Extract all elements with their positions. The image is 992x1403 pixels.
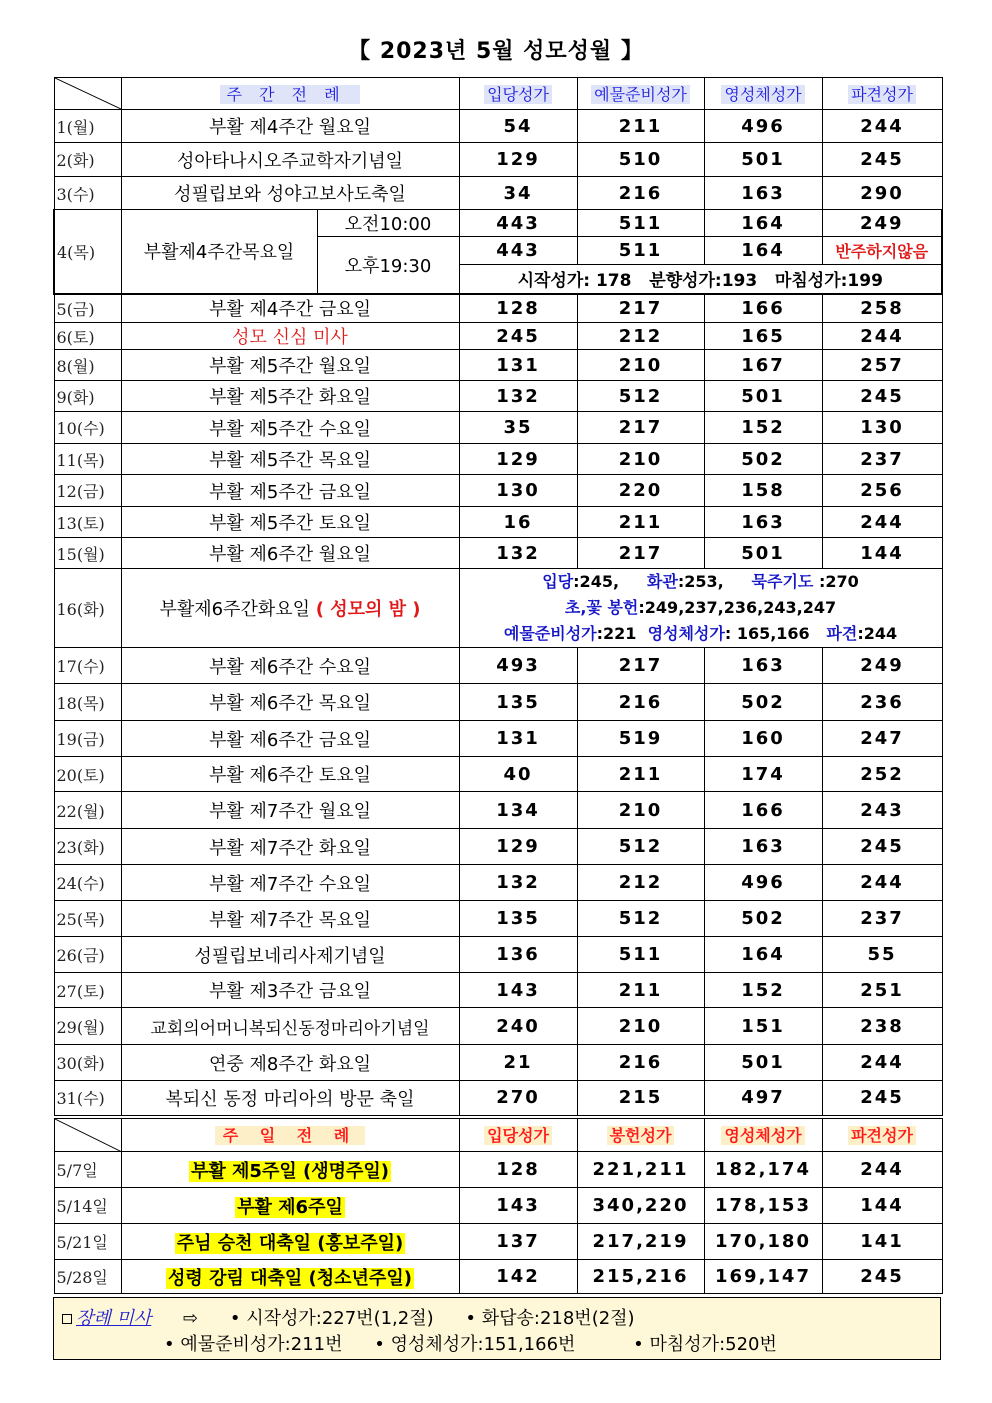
liturgy-cell: 부활 제6주일 bbox=[121, 1188, 459, 1224]
sunday-row bbox=[54, 1224, 942, 1260]
communion-cell: 163 bbox=[704, 648, 822, 684]
dismissal-cell: 245 bbox=[822, 1081, 942, 1117]
header-dismissal: 파견성가 bbox=[822, 1117, 942, 1152]
entrance-cell: 245 bbox=[459, 323, 577, 350]
date-cell: 18(목) bbox=[54, 684, 121, 721]
date-cell: 30(화) bbox=[54, 1045, 121, 1081]
offertory-cell: 512 bbox=[577, 901, 704, 937]
offertory-cell: 217 bbox=[577, 294, 704, 323]
entrance-cell: 143 bbox=[459, 973, 577, 1008]
footer-line-2 bbox=[164, 1330, 777, 1356]
date-cell: 13(토) bbox=[54, 507, 121, 538]
date-cell: 17(수) bbox=[54, 648, 121, 684]
date-cell: 20(토) bbox=[54, 757, 121, 792]
entrance-cell: 35 bbox=[459, 412, 577, 444]
dismissal-cell: 244 bbox=[822, 507, 942, 538]
hymns-line-1 bbox=[460, 569, 942, 595]
offertory-cell: 212 bbox=[577, 323, 704, 350]
communion-cell: 174 bbox=[704, 757, 822, 792]
offertory-cell: 211 bbox=[577, 110, 704, 143]
table-row-thursday-morning bbox=[54, 210, 942, 237]
communion-cell: 158 bbox=[704, 475, 822, 507]
dismissal-cell: 245 bbox=[822, 143, 942, 177]
entrance-cell: 142 bbox=[459, 1260, 577, 1294]
offertory-cell: 216 bbox=[577, 684, 704, 721]
table-row bbox=[54, 177, 942, 210]
liturgy-cell: 부활제4주간목요일 bbox=[121, 210, 317, 294]
header-entrance: 입당성가 bbox=[459, 1117, 577, 1152]
table-row bbox=[54, 143, 942, 177]
dismissal-cell: 55 bbox=[822, 937, 942, 973]
liturgy-cell: 부활 제5주간 수요일 bbox=[121, 412, 459, 444]
label-entrance: 입당 bbox=[542, 572, 574, 591]
extra-hymns-note: 시작성가: 178 분향성가:193 마침성가:199 bbox=[459, 265, 942, 294]
date-cell: 5(금) bbox=[54, 294, 121, 323]
liturgy-cell: 주님 승천 대축일 (홍보주일) bbox=[121, 1224, 459, 1260]
entrance-cell: 130 bbox=[459, 475, 577, 507]
communion-cell: 160 bbox=[704, 721, 822, 757]
liturgy-cell: 부활 제7주간 화요일 bbox=[121, 829, 459, 865]
entrance-cell: 137 bbox=[459, 1224, 577, 1260]
table-row bbox=[54, 937, 942, 973]
communion-cell: 178,153 bbox=[704, 1188, 822, 1224]
responsorial-psalm: 화답송:218번(2절) bbox=[481, 1308, 635, 1329]
dismissal-cell: 244 bbox=[822, 323, 942, 350]
liturgy-cell: 부활 제6주간 수요일 bbox=[121, 648, 459, 684]
table-row bbox=[54, 684, 942, 721]
communion-cell: 164 bbox=[704, 237, 822, 265]
liturgy-cell: 부활 제6주간 토요일 bbox=[121, 757, 459, 792]
liturgy-name: 부활제6주간화요일 bbox=[159, 599, 310, 620]
liturgy-cell: 성필립보네리사제기념일 bbox=[121, 937, 459, 973]
table-row bbox=[54, 973, 942, 1008]
offertory-cell: 217 bbox=[577, 648, 704, 684]
offertory-cell: 215 bbox=[577, 1081, 704, 1117]
date-cell: 11(목) bbox=[54, 444, 121, 475]
table-row bbox=[54, 792, 942, 829]
dismissal-cell: 245 bbox=[822, 381, 942, 412]
table-row bbox=[54, 829, 942, 865]
communion-cell: 152 bbox=[704, 973, 822, 1008]
communion-hymn: 영성체성가:151,166번 bbox=[390, 1334, 576, 1355]
sunday-row bbox=[54, 1188, 942, 1224]
bullet-icon: • bbox=[465, 1308, 476, 1329]
entrance-cell: 135 bbox=[459, 684, 577, 721]
date-cell: 24(수) bbox=[54, 865, 121, 901]
offertory-cell: 512 bbox=[577, 829, 704, 865]
dismissal-cell: 245 bbox=[822, 1260, 942, 1294]
weekday-header-row bbox=[54, 78, 942, 110]
dismissal-cell: 256 bbox=[822, 475, 942, 507]
closing-hymn: 마침성가:520번 bbox=[649, 1334, 777, 1355]
offertory-cell: 217 bbox=[577, 538, 704, 569]
liturgy-cell: 부활 제5주간 월요일 bbox=[121, 350, 459, 381]
liturgy-cell: 부활 제3주간 금요일 bbox=[121, 973, 459, 1008]
communion-cell: 165 bbox=[704, 323, 822, 350]
offertory-cell: 216 bbox=[577, 1045, 704, 1081]
offering-cell: 221,211 bbox=[577, 1152, 704, 1188]
dismissal-cell: 237 bbox=[822, 901, 942, 937]
table-row bbox=[54, 412, 942, 444]
arrow-right-icon: ⇨ bbox=[183, 1308, 199, 1329]
dismissal-cell: 237 bbox=[822, 444, 942, 475]
header-offering: 봉헌성가 bbox=[577, 1117, 704, 1152]
entrance-cell: 129 bbox=[459, 444, 577, 475]
bullet-icon: • bbox=[374, 1334, 385, 1355]
funeral-mass-note bbox=[53, 1297, 941, 1360]
date-cell: 1(월) bbox=[54, 110, 121, 143]
communion-cell: 164 bbox=[704, 210, 822, 237]
liturgy-cell-marian-mass: 성모 신심 미사 bbox=[121, 323, 459, 350]
offering-cell: 340,220 bbox=[577, 1188, 704, 1224]
diagonal-line-icon bbox=[55, 78, 121, 109]
table-row bbox=[54, 110, 942, 143]
table-row bbox=[54, 1081, 942, 1117]
table-row bbox=[54, 538, 942, 569]
date-cell: 19(금) bbox=[54, 721, 121, 757]
header-liturgy: 주 간 전 례 bbox=[121, 78, 459, 110]
offertory-cell: 211 bbox=[577, 973, 704, 1008]
dismissal-cell: 244 bbox=[822, 1152, 942, 1188]
table-row bbox=[54, 865, 942, 901]
date-cell: 5/14일 bbox=[54, 1188, 121, 1224]
entrance-cell: 40 bbox=[459, 757, 577, 792]
date-cell: 12(금) bbox=[54, 475, 121, 507]
table-row bbox=[54, 294, 942, 323]
dismissal-cell: 247 bbox=[822, 721, 942, 757]
liturgy-cell: 부활 제7주간 월요일 bbox=[121, 792, 459, 829]
communion-cell: 167 bbox=[704, 350, 822, 381]
entrance-cell: 132 bbox=[459, 538, 577, 569]
header-sunday-liturgy: 주 일 전 례 bbox=[121, 1117, 459, 1152]
entrance-cell: 34 bbox=[459, 177, 577, 210]
table-row bbox=[54, 350, 942, 381]
date-cell: 27(토) bbox=[54, 973, 121, 1008]
communion-cell: 501 bbox=[704, 381, 822, 412]
dismissal-cell: 249 bbox=[822, 210, 942, 237]
entrance-cell: 128 bbox=[459, 294, 577, 323]
sunday-row bbox=[54, 1152, 942, 1188]
entrance-cell: 129 bbox=[459, 829, 577, 865]
offertory-cell: 210 bbox=[577, 1008, 704, 1045]
dismissal-cell: 244 bbox=[822, 865, 942, 901]
communion-cell: 501 bbox=[704, 143, 822, 177]
entrance-cell: 270 bbox=[459, 1081, 577, 1117]
label-candle-flower: 초,꽃 봉헌 bbox=[564, 598, 639, 617]
dismissal-cell: 252 bbox=[822, 757, 942, 792]
hymns-line-2 bbox=[460, 595, 942, 621]
entrance-cell: 16 bbox=[459, 507, 577, 538]
value-offertory: :221 bbox=[596, 624, 637, 643]
table-row bbox=[54, 475, 942, 507]
communion-cell: 166 bbox=[704, 792, 822, 829]
entrance-cell: 493 bbox=[459, 648, 577, 684]
liturgy-cell: 성령 강림 대축일 (청소년주일) bbox=[121, 1260, 459, 1294]
entrance-cell: 135 bbox=[459, 901, 577, 937]
page-title: 【 2023년 5월 성모성월 】 bbox=[348, 39, 644, 64]
offertory-cell: 212 bbox=[577, 865, 704, 901]
bullet-icon: • bbox=[229, 1308, 241, 1329]
liturgy-cell: 성필립보와 성야고보사도축일 bbox=[121, 177, 459, 210]
communion-cell: 496 bbox=[704, 865, 822, 901]
communion-cell: 502 bbox=[704, 901, 822, 937]
value-entrance: :245, bbox=[573, 572, 620, 591]
table-row bbox=[54, 323, 942, 350]
dismissal-cell: 249 bbox=[822, 648, 942, 684]
diagonal-line-icon bbox=[55, 1119, 121, 1152]
offertory-cell: 510 bbox=[577, 143, 704, 177]
date-cell: 5/21일 bbox=[54, 1224, 121, 1260]
footer-line-1 bbox=[62, 1304, 635, 1330]
offertory-cell: 210 bbox=[577, 444, 704, 475]
date-cell: 29(월) bbox=[54, 1008, 121, 1045]
dismissal-cell: 257 bbox=[822, 350, 942, 381]
liturgy-cell: 부활 제5주간 토요일 bbox=[121, 507, 459, 538]
liturgy-cell: 부활 제6주간 금요일 bbox=[121, 721, 459, 757]
entrance-cell: 131 bbox=[459, 350, 577, 381]
dismissal-cell: 244 bbox=[822, 1045, 942, 1081]
liturgy-cell: 부활 제7주간 목요일 bbox=[121, 901, 459, 937]
corner-cell bbox=[54, 78, 121, 110]
value-candle-flower: :249,237,236,243,247 bbox=[638, 598, 837, 617]
communion-cell: 166 bbox=[704, 294, 822, 323]
communion-cell: 502 bbox=[704, 684, 822, 721]
communion-cell: 152 bbox=[704, 412, 822, 444]
liturgy-cell: 연중 제8주간 화요일 bbox=[121, 1045, 459, 1081]
communion-cell: 496 bbox=[704, 110, 822, 143]
liturgy-cell: 부활 제5주일 (생명주일) bbox=[121, 1152, 459, 1188]
offertory-cell: 211 bbox=[577, 507, 704, 538]
time-cell-morning: 오전10:00 bbox=[317, 210, 459, 237]
header-dismissal: 파견성가 bbox=[822, 78, 942, 110]
bullet-icon: • bbox=[633, 1334, 644, 1355]
communion-cell: 151 bbox=[704, 1008, 822, 1045]
value-crown: :253, bbox=[677, 572, 724, 591]
date-cell: 4(목) bbox=[54, 210, 121, 294]
communion-cell: 501 bbox=[704, 538, 822, 569]
offertory-cell: 211 bbox=[577, 757, 704, 792]
entrance-cell: 240 bbox=[459, 1008, 577, 1045]
table-row bbox=[54, 1008, 942, 1045]
dismissal-cell: 243 bbox=[822, 792, 942, 829]
liturgy-cell: 교회의어머니복되신동정마리아기념일 bbox=[121, 1008, 459, 1045]
value-rosary: :270 bbox=[818, 572, 859, 591]
marian-night-hymns bbox=[459, 569, 942, 648]
date-cell: 16(화) bbox=[54, 569, 121, 648]
bullet-icon: • bbox=[164, 1334, 175, 1355]
table-row bbox=[54, 381, 942, 412]
communion-cell: 163 bbox=[704, 829, 822, 865]
offertory-cell: 512 bbox=[577, 381, 704, 412]
entrance-cell: 136 bbox=[459, 937, 577, 973]
communion-cell: 170,180 bbox=[704, 1224, 822, 1260]
date-cell: 6(토) bbox=[54, 323, 121, 350]
liturgy-cell: 부활 제5주간 화요일 bbox=[121, 381, 459, 412]
communion-cell: 501 bbox=[704, 1045, 822, 1081]
offertory-cell: 210 bbox=[577, 792, 704, 829]
table-row bbox=[54, 757, 942, 792]
value-dismissal: :244 bbox=[857, 624, 898, 643]
offertory-cell: 217 bbox=[577, 412, 704, 444]
entrance-cell: 143 bbox=[459, 1188, 577, 1224]
liturgy-cell: 복되신 동정 마리아의 방문 축일 bbox=[121, 1081, 459, 1117]
dismissal-cell: 245 bbox=[822, 829, 942, 865]
funeral-mass-link[interactable]: 장례 미사 bbox=[76, 1308, 152, 1329]
entrance-cell: 132 bbox=[459, 381, 577, 412]
label-dismissal: 파견 bbox=[826, 624, 858, 643]
date-cell: 9(화) bbox=[54, 381, 121, 412]
liturgy-cell: 부활 제4주간 금요일 bbox=[121, 294, 459, 323]
communion-cell: 497 bbox=[704, 1081, 822, 1117]
liturgy-cell: 부활 제5주간 금요일 bbox=[121, 475, 459, 507]
liturgy-cell: 부활 제5주간 목요일 bbox=[121, 444, 459, 475]
date-cell: 26(금) bbox=[54, 937, 121, 973]
checkbox-square-icon bbox=[62, 1314, 72, 1324]
entrance-cell: 131 bbox=[459, 721, 577, 757]
opening-hymn: 시작성가:227번(1,2절) bbox=[246, 1308, 434, 1329]
offertory-cell: 216 bbox=[577, 177, 704, 210]
entrance-cell: 134 bbox=[459, 792, 577, 829]
entrance-cell: 21 bbox=[459, 1045, 577, 1081]
dismissal-cell: 238 bbox=[822, 1008, 942, 1045]
marian-night-label: ( 성모의 밤 ) bbox=[315, 599, 421, 620]
offering-cell: 215,216 bbox=[577, 1260, 704, 1294]
offertory-hymn: 예물준비성가:211번 bbox=[180, 1334, 343, 1355]
table-row bbox=[54, 507, 942, 538]
dismissal-cell: 290 bbox=[822, 177, 942, 210]
liturgy-cell: 부활 제4주간 월요일 bbox=[121, 110, 459, 143]
dismissal-cell: 130 bbox=[822, 412, 942, 444]
date-cell: 3(수) bbox=[54, 177, 121, 210]
liturgy-cell bbox=[121, 569, 459, 648]
table-row-marian-night bbox=[54, 569, 942, 648]
date-cell: 5/28일 bbox=[54, 1260, 121, 1294]
dismissal-cell: 144 bbox=[822, 538, 942, 569]
entrance-cell: 443 bbox=[459, 237, 577, 265]
dismissal-cell: 251 bbox=[822, 973, 942, 1008]
label-crown: 화관 bbox=[646, 572, 678, 591]
corner-cell bbox=[54, 1117, 121, 1152]
communion-cell: 163 bbox=[704, 507, 822, 538]
offertory-cell: 511 bbox=[577, 210, 704, 237]
sunday-row bbox=[54, 1260, 942, 1294]
date-cell: 25(목) bbox=[54, 901, 121, 937]
hymns-line-3 bbox=[460, 621, 942, 647]
table-row bbox=[54, 444, 942, 475]
header-entrance: 입당성가 bbox=[459, 78, 577, 110]
time-cell-evening: 오후19:30 bbox=[317, 237, 459, 294]
offertory-cell: 511 bbox=[577, 937, 704, 973]
liturgy-cell: 부활 제6주간 월요일 bbox=[121, 538, 459, 569]
date-cell: 15(월) bbox=[54, 538, 121, 569]
offertory-cell: 210 bbox=[577, 350, 704, 381]
dismissal-cell: 244 bbox=[822, 110, 942, 143]
offertory-cell: 519 bbox=[577, 721, 704, 757]
liturgy-cell: 부활 제6주간 목요일 bbox=[121, 684, 459, 721]
date-cell: 5/7일 bbox=[54, 1152, 121, 1188]
sunday-header-row bbox=[54, 1117, 942, 1152]
communion-cell: 169,147 bbox=[704, 1260, 822, 1294]
entrance-cell: 129 bbox=[459, 143, 577, 177]
header-communion: 영성체성가 bbox=[704, 78, 822, 110]
no-accompaniment-note: 반주하지않음 bbox=[822, 237, 942, 265]
table-row bbox=[54, 648, 942, 684]
dismissal-cell: 144 bbox=[822, 1188, 942, 1224]
offering-cell: 217,219 bbox=[577, 1224, 704, 1260]
entrance-cell: 128 bbox=[459, 1152, 577, 1188]
dismissal-cell: 141 bbox=[822, 1224, 942, 1260]
value-communion: : 165,166 bbox=[724, 624, 810, 643]
liturgy-cell: 부활 제7주간 수요일 bbox=[121, 865, 459, 901]
label-communion: 영성체성가 bbox=[647, 624, 725, 643]
offertory-cell: 511 bbox=[577, 237, 704, 265]
label-offertory: 예물준비성가 bbox=[503, 624, 597, 643]
date-cell: 8(월) bbox=[54, 350, 121, 381]
header-offertory: 예물준비성가 bbox=[577, 78, 704, 110]
entrance-cell: 54 bbox=[459, 110, 577, 143]
communion-cell: 163 bbox=[704, 177, 822, 210]
date-cell: 23(화) bbox=[54, 829, 121, 865]
table-row bbox=[54, 721, 942, 757]
date-cell: 22(월) bbox=[54, 792, 121, 829]
dismissal-cell: 236 bbox=[822, 684, 942, 721]
table-row bbox=[54, 901, 942, 937]
date-cell: 31(수) bbox=[54, 1081, 121, 1117]
entrance-cell: 443 bbox=[459, 210, 577, 237]
date-cell: 2(화) bbox=[54, 143, 121, 177]
date-cell: 10(수) bbox=[54, 412, 121, 444]
liturgy-cell: 성아타나시오주교학자기념일 bbox=[121, 143, 459, 177]
offertory-cell: 220 bbox=[577, 475, 704, 507]
entrance-cell: 132 bbox=[459, 865, 577, 901]
hymn-schedule-table bbox=[53, 77, 943, 1294]
label-rosary: 묵주기도 bbox=[751, 572, 819, 591]
communion-cell: 502 bbox=[704, 444, 822, 475]
communion-cell: 164 bbox=[704, 937, 822, 973]
table-row bbox=[54, 1045, 942, 1081]
dismissal-cell: 258 bbox=[822, 294, 942, 323]
communion-cell: 182,174 bbox=[704, 1152, 822, 1188]
header-communion: 영성체성가 bbox=[704, 1117, 822, 1152]
